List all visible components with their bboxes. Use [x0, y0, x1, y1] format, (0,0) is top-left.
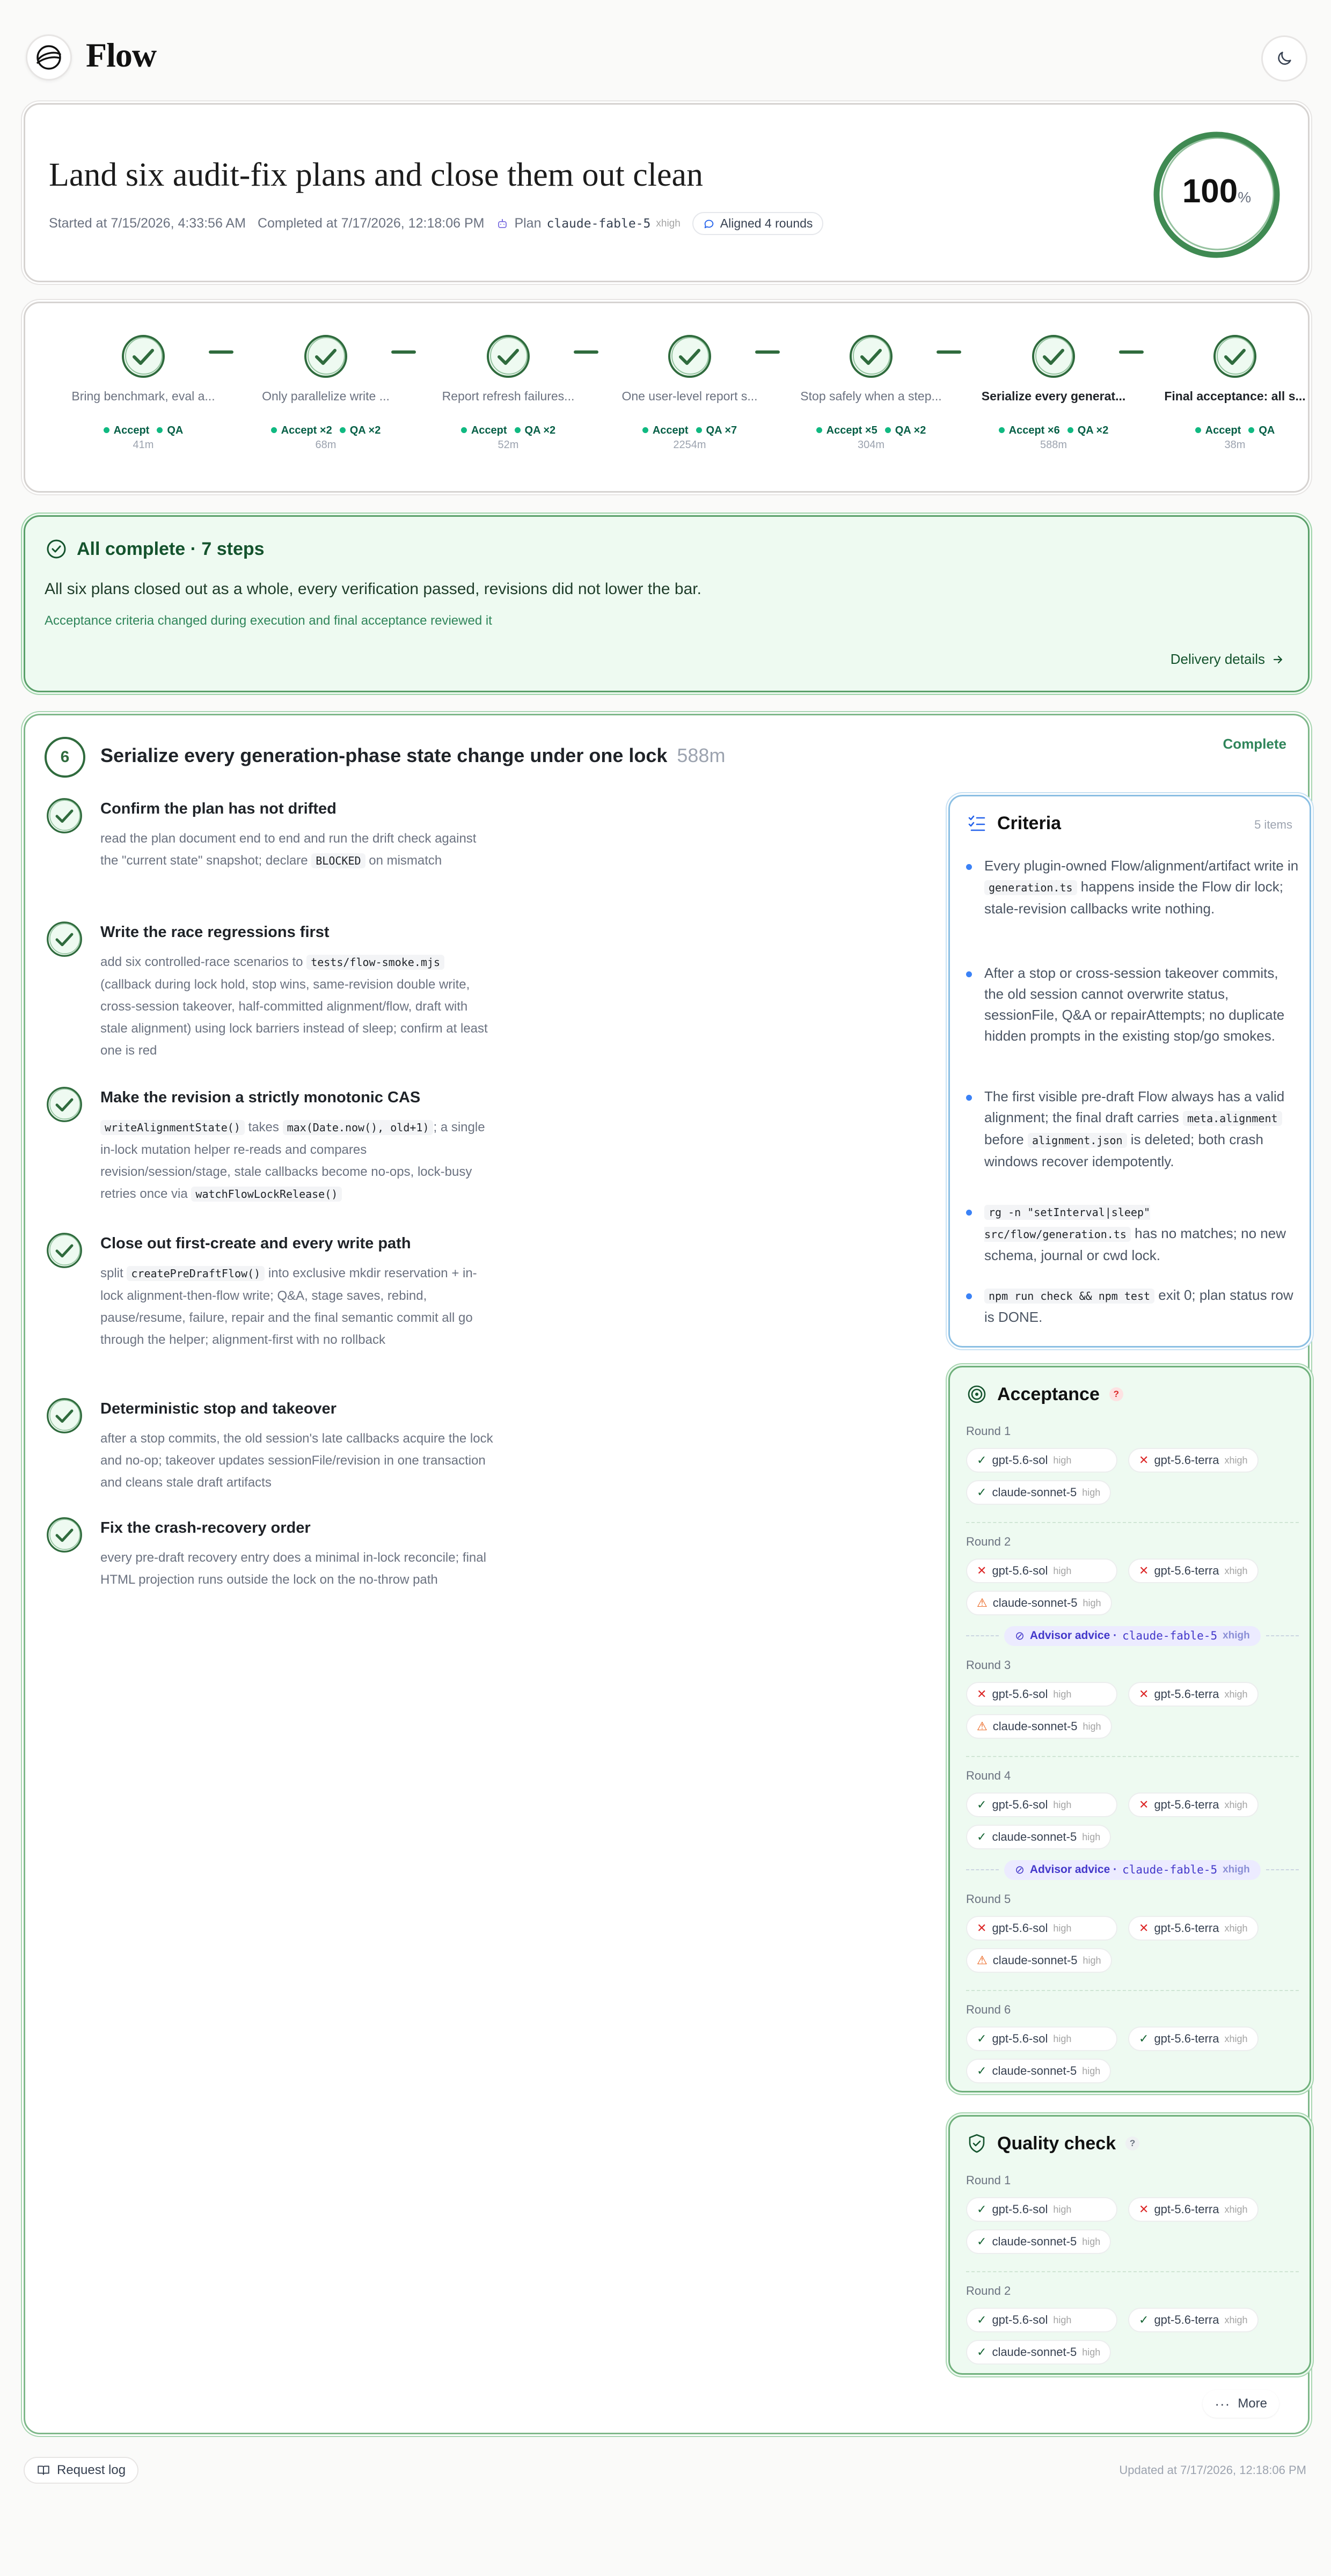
reviewer-model: gpt-5.6-terra: [1154, 1921, 1219, 1935]
review-chip[interactable]: [1128, 2197, 1259, 2222]
help-icon[interactable]: ?: [1109, 1387, 1123, 1401]
reviewer-model: gpt-5.6-sol: [992, 1921, 1048, 1935]
inline-code: writeAlignmentState(): [100, 1120, 245, 1135]
review-chip[interactable]: [966, 1792, 1117, 1817]
completion-description: All six plans closed out as a whole, every verification passed, revisions did not lower the bar.: [45, 580, 701, 598]
qa-tag: QA ×2: [1067, 425, 1109, 437]
reviewer-effort: high: [1082, 1831, 1101, 1842]
reviewer-model: gpt-5.6-terra: [1154, 1453, 1219, 1467]
criteria-text: exit 0; plan status row is DONE.: [984, 1287, 1293, 1325]
step-label: Bring benchmark, eval a...: [71, 389, 215, 403]
x-icon: ✕: [977, 1921, 987, 1935]
reviewer-model: gpt-5.6-terra: [1154, 1687, 1219, 1701]
reviewer-model: claude-sonnet-5: [992, 1485, 1077, 1499]
reviewer-effort: xhigh: [1224, 1799, 1248, 1810]
round-label: Round 5: [966, 1892, 1011, 1906]
task-item: [45, 1231, 495, 1351]
inline-code: tests/flow-smoke.mjs: [306, 955, 444, 970]
task-text: (callback during lock hold, stop wins, same-revision double write, cross-session takeover, half-committed alignment/flow, draft with stale alignment) using lock barriers instead of sleep; confirm at least one is red: [100, 977, 488, 1058]
check-icon: ✓: [977, 2064, 987, 2077]
timeline-step[interactable]: [978, 332, 1129, 451]
check-icon: ✓: [977, 2202, 987, 2216]
review-chip[interactable]: [966, 2026, 1117, 2051]
warning-icon: ⚠: [977, 1953, 988, 1967]
step-label: Stop safely when a step...: [800, 389, 942, 403]
qa-tag: QA: [157, 425, 183, 437]
task-description: [100, 1547, 495, 1591]
task-check-icon: [45, 796, 84, 836]
task-title: Fix the crash-recovery order: [100, 1519, 311, 1536]
accept-tag: Accept: [461, 425, 507, 437]
timeline-step[interactable]: [433, 332, 583, 451]
reviewer-model: gpt-5.6-terra: [1154, 1798, 1219, 1811]
task-check-icon: [45, 1515, 84, 1555]
review-chip[interactable]: [1128, 1558, 1259, 1583]
inline-code: rg -n "setInterval|sleep" src/flow/generation.ts: [984, 1206, 1151, 1241]
inline-code: max(Date.now(), old+1): [283, 1120, 434, 1135]
timeline-connector: [391, 350, 416, 354]
inline-code: alignment.json: [1028, 1133, 1127, 1148]
round-results: [966, 1792, 1299, 1849]
task-description: [100, 828, 495, 872]
review-chip[interactable]: [1128, 1682, 1259, 1707]
qa-tag: QA ×7: [696, 425, 737, 437]
check-icon: ✓: [1139, 2313, 1149, 2326]
reviewer-model: claude-sonnet-5: [992, 1719, 1078, 1733]
reviewer-effort: high: [1053, 1454, 1072, 1466]
criteria-text: The first visible pre-draft Flow always has a valid alignment; the final draft carries: [984, 1088, 1285, 1125]
step-check-icon: [302, 332, 350, 380]
target-icon: [966, 1384, 988, 1405]
review-chip[interactable]: [966, 1480, 1111, 1505]
round-label: Round 1: [966, 2174, 1011, 2187]
criteria-card: [948, 795, 1311, 1348]
task-text: after a stop commits, the old session's late callbacks acquire the lock and no-op; takeover updates sessionFile/revision in one transaction and cleans stale draft artifacts: [100, 1431, 493, 1490]
review-chip[interactable]: [966, 1916, 1117, 1941]
step-tags: [978, 425, 1129, 437]
accept-tag: Accept: [104, 425, 150, 437]
step-check-icon: [119, 332, 167, 380]
advisor-pill: ⊘ Advisor advice · claude-fable-5 xhigh: [1004, 1626, 1261, 1646]
timeline-step[interactable]: [68, 332, 218, 451]
review-chip[interactable]: [966, 2229, 1111, 2254]
round-label: Round 3: [966, 1658, 1011, 1672]
advisor-pill: ⊘ Advisor advice · claude-fable-5 xhigh: [1004, 1860, 1261, 1880]
review-chip[interactable]: [966, 2197, 1117, 2222]
reviewer-effort: high: [1053, 1688, 1072, 1700]
started-at: Started at 7/15/2026, 4:33:56 AM: [49, 216, 246, 231]
check-icon: ✓: [977, 2345, 987, 2359]
reviewer-effort: high: [1053, 1922, 1072, 1934]
task-check-icon: [45, 1396, 84, 1436]
task-title: Make the revision a strictly monotonic CAS: [100, 1089, 421, 1106]
criteria-text: has no matches; no new schema, journal or cwd lock.: [984, 1225, 1286, 1263]
timeline-step[interactable]: [251, 332, 401, 451]
reviewer-model: gpt-5.6-sol: [992, 1564, 1048, 1577]
review-chip[interactable]: [966, 2059, 1111, 2083]
task-description: [100, 951, 495, 1062]
reviewer-model: gpt-5.6-sol: [992, 2202, 1048, 2216]
plan-info: [496, 216, 680, 231]
criteria-header: Criteria: [966, 813, 1061, 834]
run-meta: [49, 212, 823, 235]
accept-tag: Accept ×2: [271, 425, 332, 437]
round-label: Round 1: [966, 1424, 1011, 1438]
task-item: [45, 796, 495, 872]
x-icon: ✕: [1139, 1798, 1149, 1811]
round-results: [966, 1558, 1299, 1615]
criteria-item: [966, 963, 1299, 1046]
step-duration: 52m: [498, 439, 519, 451]
task-item: [45, 919, 495, 1062]
inline-code: meta.alignment: [1183, 1111, 1282, 1126]
quality-header: Quality check ?: [966, 2133, 1139, 2154]
inline-code: BLOCKED: [311, 853, 365, 868]
help-icon[interactable]: ?: [1125, 2136, 1139, 2150]
round-label: Round 2: [966, 1535, 1011, 1548]
task-description: [100, 1116, 495, 1205]
step-duration: 588m: [1040, 439, 1067, 451]
completion-note: Acceptance criteria changed during execution and final acceptance reviewed it: [45, 613, 492, 628]
book-icon: [36, 2463, 50, 2477]
reviewer-model: claude-sonnet-5: [992, 2345, 1077, 2359]
step-title: Serialize every generation-phase state change under one lock 588m: [100, 744, 726, 766]
reviewer-model: claude-sonnet-5: [992, 1596, 1078, 1609]
x-icon: ✕: [1139, 1564, 1149, 1577]
acceptance-header: Acceptance ?: [966, 1384, 1123, 1405]
review-chip[interactable]: [1128, 1792, 1259, 1817]
plan-effort: xhigh: [656, 217, 681, 229]
reviewer-model: gpt-5.6-sol: [992, 1687, 1048, 1701]
task-text: add six controlled-race scenarios to: [100, 955, 307, 969]
reviewer-model: gpt-5.6-terra: [1154, 2202, 1219, 2216]
inline-code: createPreDraftFlow(): [127, 1266, 265, 1281]
completed-at: Completed at 7/17/2026, 12:18:06 PM: [257, 216, 485, 231]
step-duration: 38m: [1224, 439, 1246, 451]
review-chip[interactable]: [1128, 2026, 1259, 2051]
plan-label: Plan: [514, 216, 542, 231]
step-number-badge: 6: [45, 737, 85, 778]
step-check-icon: [847, 332, 895, 380]
completion-banner: [24, 515, 1310, 692]
reviewer-effort: high: [1082, 2346, 1101, 2358]
qa-tag: QA ×2: [340, 425, 381, 437]
reviewer-effort: high: [1053, 1799, 1072, 1810]
task-text: on mismatch: [365, 853, 442, 868]
inline-code: generation.ts: [984, 880, 1077, 895]
warning-icon: ⚠: [977, 1719, 988, 1733]
review-chip[interactable]: [1128, 1916, 1259, 1941]
step-label: Final acceptance: all s...: [1164, 389, 1306, 403]
round-label: Round 6: [966, 2003, 1011, 2016]
task-text: split: [100, 1266, 127, 1280]
review-chip[interactable]: [966, 1558, 1117, 1583]
criteria-item: [966, 855, 1299, 919]
reviewer-model: gpt-5.6-sol: [992, 1798, 1048, 1811]
step-label: Serialize every generat...: [981, 389, 1126, 403]
review-chip[interactable]: [1128, 1448, 1259, 1473]
round-results: [966, 2308, 1299, 2365]
check-icon: ✓: [977, 1798, 987, 1811]
updated-at: Updated at 7/17/2026, 12:18:06 PM: [1119, 2463, 1306, 2477]
theme-toggle-button[interactable]: [1261, 35, 1307, 82]
round-results: [966, 1682, 1299, 1739]
task-text: takes: [244, 1120, 283, 1135]
app-name: Flow: [86, 36, 157, 74]
task-description: [100, 1428, 495, 1494]
task-title: Close out first-create and every write path: [100, 1235, 411, 1252]
round-divider: [966, 1756, 1299, 1757]
round-label: Round 2: [966, 2284, 1011, 2297]
check-icon: ✓: [977, 2313, 987, 2326]
check-icon: ✓: [977, 1830, 987, 1843]
check-icon: ✓: [977, 1453, 987, 1467]
check-icon: ✓: [1139, 2032, 1149, 2045]
criteria-text: Every plugin-owned Flow/alignment/artifact write in: [984, 858, 1299, 874]
review-chip[interactable]: [966, 1825, 1111, 1849]
reviewer-model: gpt-5.6-sol: [992, 2032, 1048, 2045]
request-log-button[interactable]: Request log: [24, 2457, 138, 2484]
review-chip[interactable]: [966, 1948, 1112, 1973]
step-duration: 588m: [677, 744, 726, 766]
advisor-advice[interactable]: [966, 1858, 1299, 1882]
reviewer-model: claude-sonnet-5: [992, 1830, 1077, 1843]
qa-tag: QA ×2: [515, 425, 556, 437]
task-check-icon: [45, 1085, 84, 1124]
review-chip[interactable]: [966, 2340, 1111, 2365]
x-icon: ✕: [977, 1687, 987, 1701]
reviewer-effort: xhigh: [1224, 1922, 1248, 1934]
review-chip[interactable]: [966, 1448, 1117, 1473]
accept-tag: Accept: [1195, 425, 1241, 437]
step-check-icon: [1211, 332, 1259, 380]
timeline-step[interactable]: [1160, 332, 1310, 451]
review-chip[interactable]: [966, 2308, 1117, 2332]
reviewer-effort: xhigh: [1224, 1454, 1248, 1466]
timeline-connector: [574, 350, 598, 354]
criteria-text: happens inside the Flow dir lock; stale-revision callbacks write nothing.: [984, 879, 1283, 917]
checklist-icon: [966, 813, 988, 834]
round-results: [966, 1916, 1299, 1973]
step-duration: 2254m: [673, 439, 706, 451]
x-icon: ✕: [1139, 2202, 1149, 2216]
reviewer-effort: high: [1082, 2065, 1101, 2076]
accept-tag: Accept ×6: [999, 425, 1060, 437]
ellipsis-icon: ···: [1215, 2395, 1231, 2412]
step-status: Complete: [1223, 736, 1286, 752]
reviewer-effort: high: [1053, 2033, 1072, 2044]
delivery-details-link[interactable]: Delivery details: [1171, 651, 1284, 668]
task-title: Deterministic stop and takeover: [100, 1400, 337, 1417]
reviewer-model: claude-sonnet-5: [992, 2064, 1077, 2077]
reviewer-effort: high: [1083, 1955, 1101, 1966]
reviewer-effort: high: [1083, 1721, 1101, 1732]
page-title: Land six audit-fix plans and close them out clean: [49, 157, 703, 193]
round-results: [966, 1448, 1299, 1505]
compass-icon: ⊘: [1015, 1629, 1025, 1642]
review-chip[interactable]: [1128, 2308, 1259, 2332]
compass-icon: ⊘: [1015, 1863, 1025, 1876]
moon-icon: [1275, 49, 1293, 68]
criteria-text: is deleted; both crash windows recover idempotently.: [984, 1131, 1263, 1169]
completion-title: All complete · 7 steps: [46, 538, 265, 560]
arrow-right-icon: [1271, 653, 1284, 666]
step-duration: 304m: [857, 439, 885, 451]
round-results: [966, 2026, 1299, 2083]
reviewer-model: gpt-5.6-terra: [1154, 2032, 1219, 2045]
progress-percent: 100%: [1182, 173, 1252, 210]
timeline-connector: [1119, 350, 1144, 354]
criteria-item: [966, 1285, 1299, 1328]
task-item: [45, 1396, 495, 1494]
qa-tag: QA: [1248, 425, 1275, 437]
timeline-step[interactable]: [796, 332, 946, 451]
round-label: Round 4: [966, 1769, 1011, 1782]
reviewer-model: gpt-5.6-sol: [992, 2313, 1048, 2326]
reviewer-model: claude-sonnet-5: [992, 1953, 1078, 1967]
task-title: Write the race regressions first: [100, 924, 330, 941]
round-divider: [966, 1522, 1299, 1523]
step-check-icon: [484, 332, 532, 380]
warning-icon: ⚠: [977, 1596, 988, 1609]
advisor-advice[interactable]: [966, 1624, 1299, 1648]
timeline-connector: [937, 350, 961, 354]
step-timeline: [24, 302, 1310, 493]
review-chip[interactable]: [966, 1714, 1112, 1739]
task-text: into exclusive mkdir reservation + in-lock alignment-then-flow write; Q&A, stage saves, rebind, pause/resume, failure, repair and the final semantic commit all go through the helper; alignment-first with no rollback: [100, 1266, 477, 1347]
criteria-text: before: [984, 1131, 1028, 1147]
step-detail-panel: [24, 714, 1310, 2434]
step-duration: 41m: [133, 439, 154, 451]
accept-tag: Accept ×5: [816, 425, 877, 437]
reviewer-model: gpt-5.6-sol: [992, 1453, 1048, 1467]
inline-code: watchFlowLockRelease(): [191, 1187, 342, 1202]
task-check-icon: [45, 1231, 84, 1270]
step-label: Only parallelize write ...: [262, 389, 390, 403]
step-tags: [615, 425, 765, 437]
reviewer-effort: xhigh: [1224, 2033, 1248, 2044]
step-tags: [433, 425, 583, 437]
shield-check-icon: [966, 2133, 988, 2154]
check-icon: ✓: [977, 2235, 987, 2248]
reviewer-model: gpt-5.6-terra: [1154, 1564, 1219, 1577]
criteria-text: After a stop or cross-session takeover commits, the old session cannot overwrite status, sessionFile, Q&A or repairAttempts; no duplicate hidden prompts in the existing stop/go smokes.: [984, 965, 1285, 1044]
task-item: [45, 1515, 495, 1591]
acceptance-card: [948, 1366, 1311, 2092]
reviewer-effort: high: [1053, 2204, 1072, 2215]
reviewer-effort: high: [1053, 2314, 1072, 2325]
reviewer-model: gpt-5.6-terra: [1154, 2313, 1219, 2326]
x-icon: ✕: [1139, 1921, 1149, 1935]
step-check-icon: [666, 332, 714, 380]
reviewer-effort: high: [1082, 2236, 1101, 2247]
task-check-icon: [45, 919, 84, 959]
accept-tag: Accept: [642, 425, 689, 437]
criteria-item: [966, 1086, 1299, 1172]
reviewer-effort: xhigh: [1224, 2314, 1248, 2325]
plan-model: claude-fable-5: [546, 216, 651, 231]
aligned-badge[interactable]: Aligned 4 rounds: [692, 212, 824, 235]
x-icon: ✕: [1139, 1687, 1149, 1701]
task-item: [45, 1085, 495, 1205]
timeline-step[interactable]: [615, 332, 765, 451]
round-divider: [966, 2271, 1299, 2272]
task-text: ; a single in-lock mutation helper re-reads and compares revision/session/stage, stale callbacks become no-ops, lock-busy retries once via: [100, 1120, 485, 1201]
timeline-connector: [755, 350, 780, 354]
check-circle-icon: [46, 538, 67, 560]
flow-logo[interactable]: [26, 34, 72, 80]
qa-tag: QA ×2: [885, 425, 926, 437]
task-description: [100, 1262, 495, 1351]
reviewer-effort: xhigh: [1224, 1565, 1248, 1576]
step-check-icon: [1029, 332, 1078, 380]
reviewer-effort: xhigh: [1224, 1688, 1248, 1700]
more-button[interactable]: ··· More: [1203, 2390, 1279, 2418]
review-chip[interactable]: [966, 1682, 1117, 1707]
logo-icon: [33, 41, 65, 74]
x-icon: ✕: [1139, 1453, 1149, 1467]
criteria-count: 5 items: [1254, 818, 1292, 831]
inline-code: npm run check && npm test: [984, 1289, 1154, 1304]
round-results: [966, 2197, 1299, 2254]
step-tags: [251, 425, 401, 437]
run-summary-card: [24, 103, 1310, 282]
reviewer-effort: high: [1083, 1597, 1101, 1608]
step-tags: [796, 425, 946, 437]
round-divider: [966, 1990, 1299, 1991]
reviewer-effort: xhigh: [1224, 2204, 1248, 2215]
task-title: Confirm the plan has not drifted: [100, 800, 337, 817]
check-icon: ✓: [977, 1485, 987, 1499]
task-text: read the plan document end to end and run the drift check against the "current state" snapshot; declare: [100, 831, 477, 868]
reviewer-effort: high: [1082, 1487, 1101, 1498]
reviewer-model: claude-sonnet-5: [992, 2235, 1077, 2248]
check-icon: ✓: [977, 2032, 987, 2045]
robot-icon: [496, 217, 509, 230]
quality-check-card: [948, 2115, 1311, 2375]
step-tags: [68, 425, 218, 437]
step-label: Report refresh failures...: [442, 389, 575, 403]
criteria-item: [966, 1201, 1299, 1266]
timeline-connector: [209, 350, 233, 354]
step-tags: [1160, 425, 1310, 437]
task-text: every pre-draft recovery entry does a minimal in-lock reconcile; final HTML projection runs outside the lock on the no-throw path: [100, 1550, 486, 1587]
x-icon: ✕: [977, 1564, 987, 1577]
reviewer-effort: high: [1053, 1565, 1072, 1576]
review-chip[interactable]: [966, 1591, 1112, 1615]
step-label: One user-level report s...: [621, 389, 758, 403]
chat-bubble-icon: [703, 218, 715, 230]
step-duration: 68m: [315, 439, 337, 451]
